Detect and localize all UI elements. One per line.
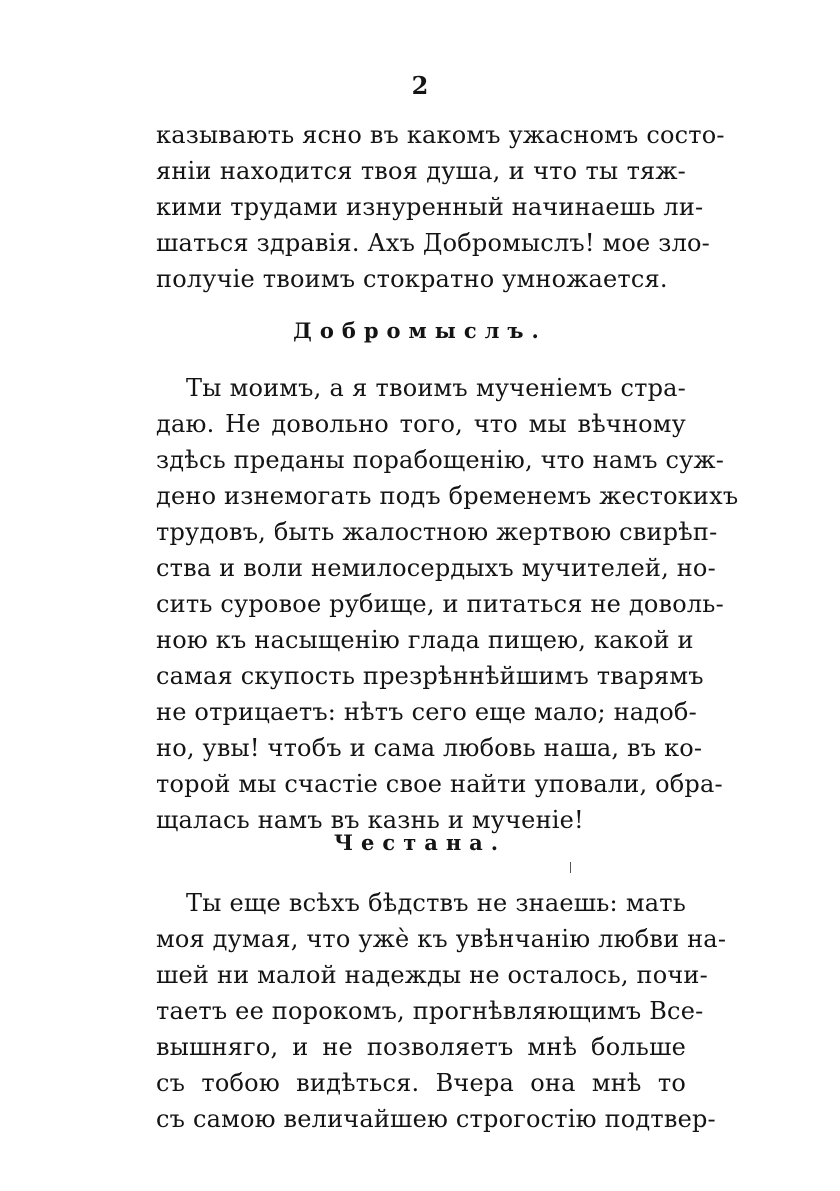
text-line: сить суровое рубище, и питаться не доволь- (156, 590, 724, 618)
text-line: съ самою величайшею строгостiю подтвер- (156, 1105, 716, 1133)
text-line: торой мы счастiе свое найти уповали, обра- (156, 770, 723, 798)
speaker-heading-dobromysl: Добромыслъ. (293, 318, 547, 343)
text-line: получiе твоимъ стократно умножается. (156, 265, 668, 293)
text-line: но, увы! чтобъ и сама любовь наша, въ ко- (156, 734, 703, 762)
text-line: казывають ясно въ какомъ ужасномъ состо- (156, 121, 725, 149)
text-line: моя думая, что ужѐ къ увѣнчанiю любви на- (156, 925, 727, 953)
text-line: щалась намъ въ казнь и мученiе! (156, 806, 584, 834)
text-line: шей ни малой надежды не осталось, почи- (156, 961, 708, 989)
text-line: кими трудами изнуренный начинаешь ли- (156, 193, 704, 221)
text-line: янiи находится твоя душа, и что ты тяж- (156, 157, 686, 185)
text-line: съ тобою видѣться. Вчера она мнѣ то (156, 1069, 686, 1097)
text-line: даю. Не довольно того, что мы вѣчному (156, 410, 686, 438)
text-line: здѣсь преданы порабощенiю, что намъ суж- (156, 446, 725, 474)
text-line: Ты еще всѣхъ бѣдствъ не знаешь: мать (186, 889, 686, 917)
paragraph-dobromysl (156, 370, 739, 838)
text-line: ною къ насыщенiю глада пищею, какой и (156, 626, 694, 654)
text-line: трудовъ, быть жалостною жертвою свирѣп- (156, 518, 718, 546)
text-line: таетъ ее порокомъ, прогнѣвляющимъ Все- (156, 997, 704, 1025)
speaker-heading-chestana: Честана. (333, 830, 507, 855)
printing-mark (570, 862, 571, 873)
text-line: дено изнемогать подъ бременемъ жестокихъ (156, 482, 739, 510)
text-line: Ты моимъ, а я твоимъ мученiемъ стра- (186, 374, 686, 402)
paragraph-continuation (156, 117, 725, 297)
text-line: не отрицаетъ: нѣтъ сего еще мало; надоб- (156, 698, 697, 726)
page-number: 2 (411, 71, 429, 100)
text-line: ства и воли немилосердыхъ мучителей, но- (156, 554, 716, 582)
text-line: самая скупость презрѣннѣйшимъ тварямъ (156, 662, 704, 690)
text-line: вышняго, и не позволяетъ мнѣ больше (156, 1033, 686, 1061)
paragraph-chestana (156, 885, 727, 1137)
text-line: шаться здравiя. Ахъ Добромыслъ! мое зло- (156, 229, 710, 257)
